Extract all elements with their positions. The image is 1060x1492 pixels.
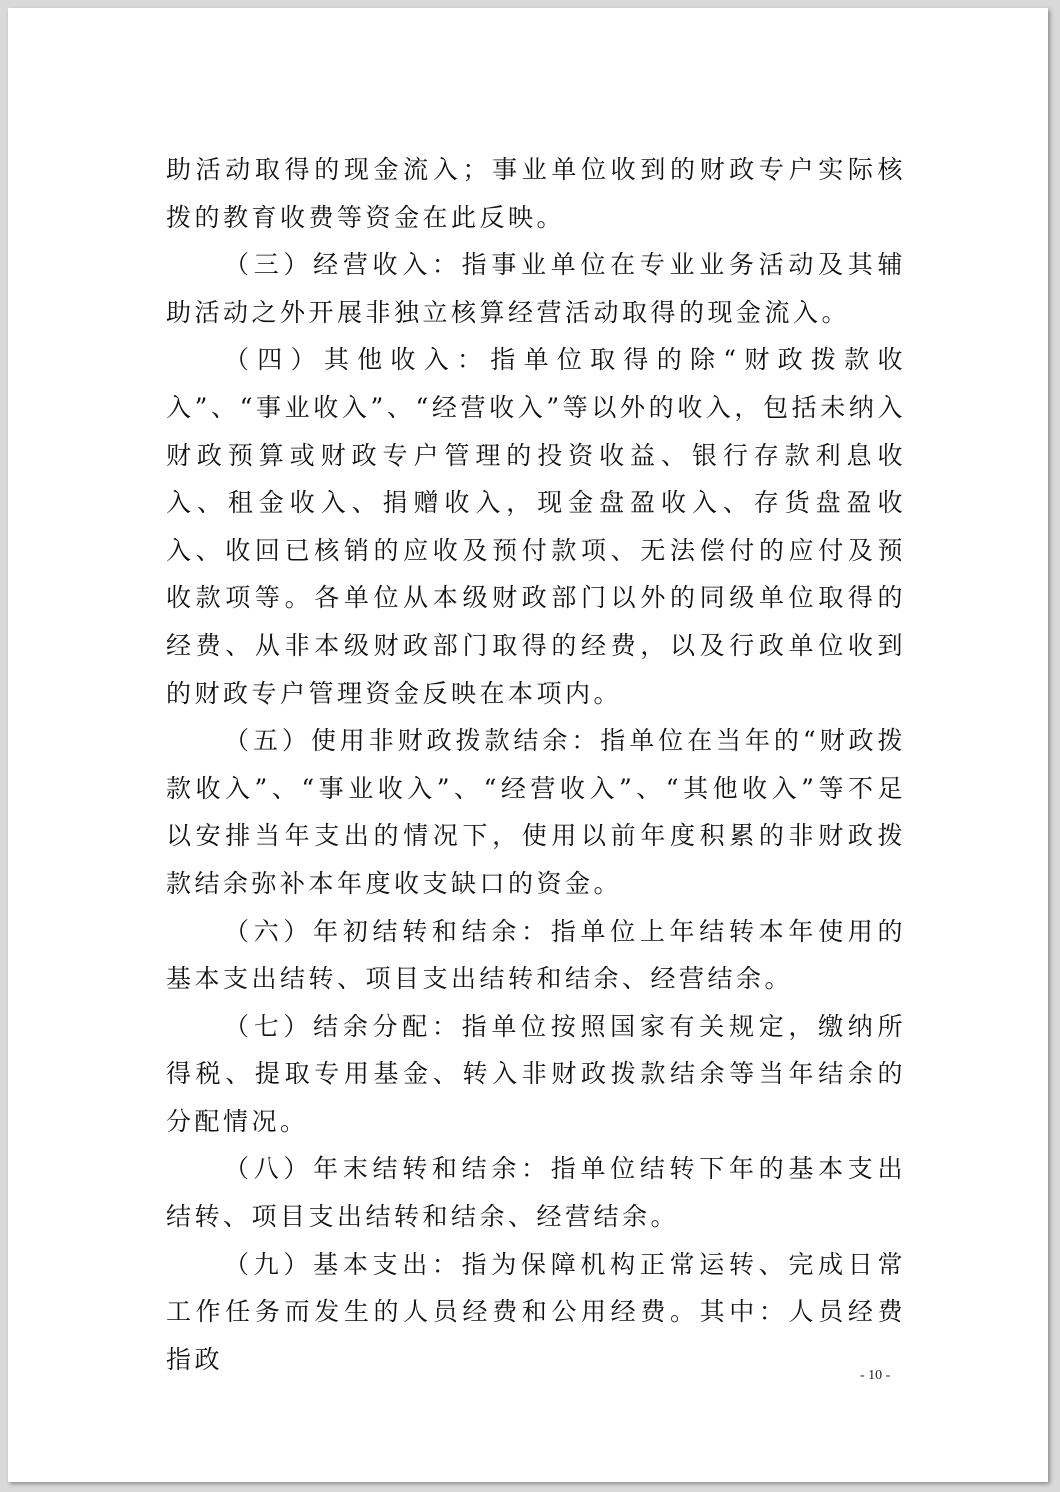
- paragraph-education-fees: 助活动取得的现金流入；事业单位收到的财政专户实际核拨的教育收费等资金在此反映。: [166, 155, 906, 232]
- document-page: [8, 8, 1048, 1482]
- paragraph-non-fiscal-surplus: （五）使用非财政拨款结余：指单位在当年的“财政拨款收入”、“事业收入”、“经营收入”、“其他收入”等不足以安排当年支出的情况下，使用以前年度积累的非财政拨款结余弥补本年度收支缺口的资金。: [166, 726, 906, 898]
- paragraph-surplus-distribution: （七）结余分配：指单位按照国家有关规定，缴纳所得税、提取专用基金、转入非财政拨款结余等当年结余的分配情况。: [166, 1011, 906, 1136]
- paragraph-opening-carryover: （六）年初结转和结余：指单位上年结转本年使用的基本支出结转、项目支出结转和结余、经营结余。: [166, 916, 906, 994]
- document-body: [166, 146, 906, 1383]
- paragraph-operating-income: （三）经营收入：指事业单位在专业业务活动及其辅助活动之外开展非独立核算经营活动取得的现金流入。: [166, 250, 906, 327]
- paragraph-basic-expenditure: （九）基本支出：指为保障机构正常运转、完成日常工作任务而发生的人员经费和公用经费。其中：人员经费指政: [166, 1249, 906, 1374]
- page-number: - 10 -: [860, 1368, 891, 1383]
- paragraph-closing-carryover: （八）年末结转和结余：指单位结转下年的基本支出结转、项目支出结转和结余、经营结余。: [166, 1154, 906, 1232]
- paragraph-other-income: （四）其他收入：指单位取得的除“财政拨款收入”、“事业收入”、“经营收入”等以外的收入，包括未纳入财政预算或财政专户管理的投资收益、银行存款利息收入、租金收入、捐赠收入，现金盘盈收入、存货盘盈收入、收回已核销的应收及预付款项、无法偿付的应付及预收款项等。各单位从本级财政部门以外的同级单位取得的经费、从非本级财政部门取得的经费，以及行政单位收到的财政专户管理资金反映在本项内。: [166, 345, 906, 708]
